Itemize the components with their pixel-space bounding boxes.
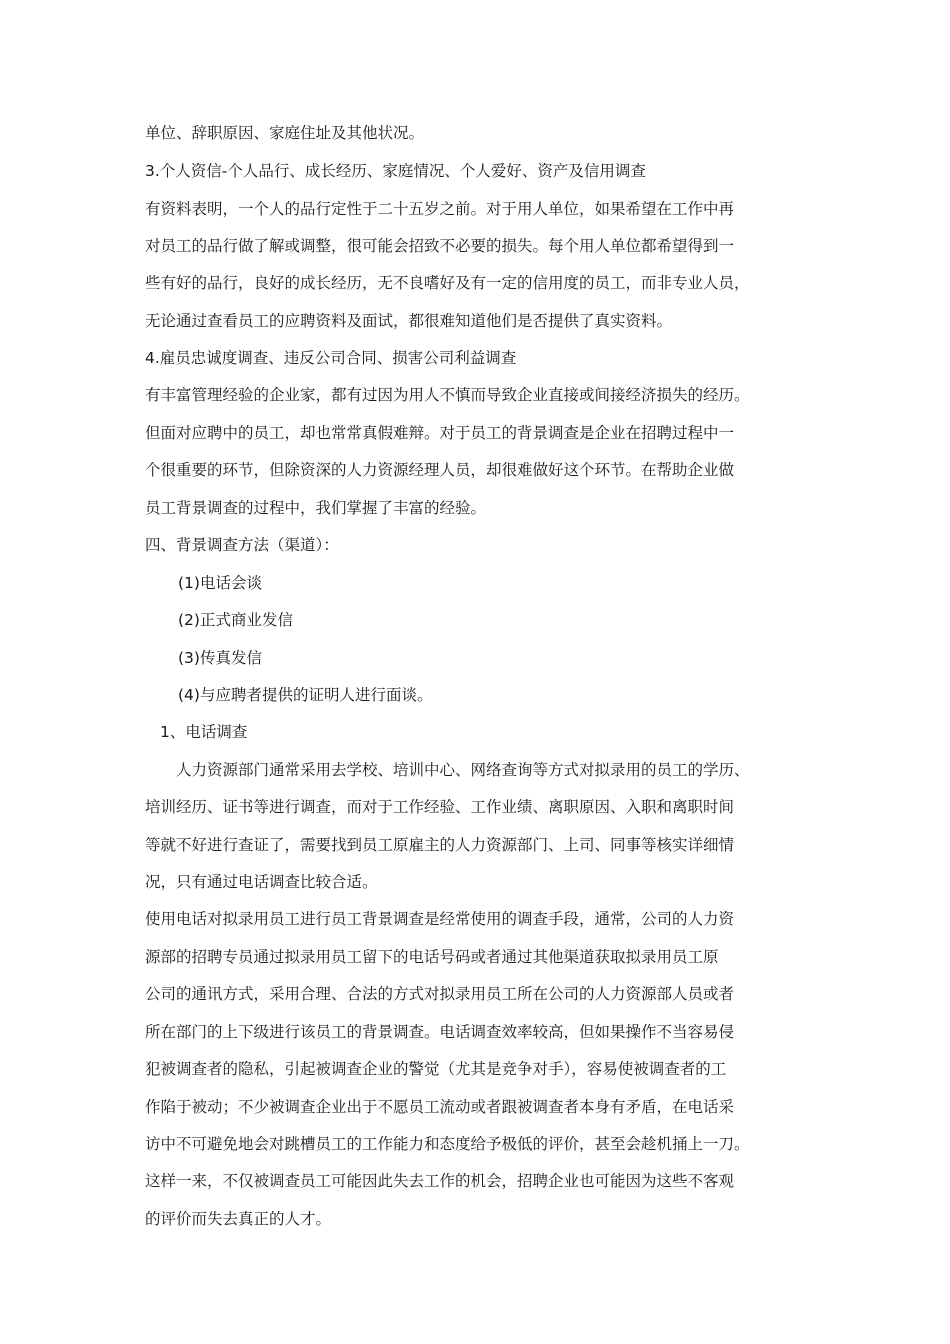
text-line: 公司的通讯方式，采用合理、合法的方式对拟录用员工所在公司的人力资源部人员或者 [145,985,735,1003]
section-heading: 4.雇员忠诚度调查、违反公司合同、损害公司利益调查 [145,349,517,367]
text-line: 但面对应聘中的员工，却也常常真假难辩。对于员工的背景调查是企业在招聘过程中一 [145,424,735,442]
section-heading: 四、背景调查方法（渠道）： [145,536,339,554]
text-line: 有丰富管理经验的企业家，都有过因为用人不慎而导致企业直接或间接经济损失的经历。 [145,386,750,404]
text-line: 所在部门的上下级进行该员工的背景调查。电话调查效率较高，但如果操作不当容易侵 [145,1023,735,1041]
text-line: 使用电话对拟录用员工进行员工背景调查是经常使用的调查手段，通常，公司的人力资 [145,910,735,928]
text-line: 个很重要的环节，但除资深的人力资源经理人员，却很难做好这个环节。在帮助企业做 [145,461,735,479]
text-line: 有资料表明，一个人的品行定性于二十五岁之前。对于用人单位，如果希望在工作中再 [145,200,735,218]
text-line: 无论通过查看员工的应聘资料及面试，都很难知道他们是否提供了真实资料。 [145,312,673,330]
text-line: 访中不可避免地会对跳槽员工的工作能力和态度给予极低的评价，甚至会趁机捅上一刀。 [145,1135,750,1153]
list-item: (4)与应聘者提供的证明人进行面谈。 [178,686,433,704]
text-line: 单位、辞职原因、家庭住址及其他状况。 [145,124,425,142]
list-item: (1)电话会谈 [178,574,262,592]
text-line: 源部的招聘专员通过拟录用员工留下的电话号码或者通过其他渠道获取拟录用员工原 [145,948,719,966]
text-line: 这样一来，不仅被调查员工可能因此失去工作的机会，招聘企业也可能因为这些不客观 [145,1172,735,1190]
text-line: 人力资源部门通常采用去学校、培训中心、网络查询等方式对拟录用的员工的学历、 [176,761,750,779]
text-line: 况，只有通过电话调查比较合适。 [145,873,378,891]
text-line: 些有好的品行，良好的成长经历，无不良嗜好及有一定的信用度的员工，而非专业人员， [145,274,750,292]
text-line: 培训经历、证书等进行调查，而对于工作经验、工作业绩、离职原因、入职和离职时间 [145,798,735,816]
list-item: (3)传真发信 [178,649,262,667]
text-line: 的评价而失去真正的人才。 [145,1210,332,1228]
text-line: 犯被调查者的隐私，引起被调查企业的警觉（尤其是竞争对手），容易使被调查者的工 [145,1060,727,1078]
list-item: (2)正式商业发信 [178,611,293,629]
text-line: 对员工的品行做了解或调整，很可能会招致不必要的损失。每个用人单位都希望得到一 [145,237,735,255]
subsection-heading: 1、电话调查 [160,723,248,741]
section-heading: 3.个人资信-个人品行、成长经历、家庭情况、个人爱好、资产及信用调查 [145,162,646,180]
text-line: 等就不好进行查证了，需要找到员工原雇主的人力资源部门、上司、同事等核实详细情 [145,836,735,854]
text-line: 作陷于被动；不少被调查企业出于不愿员工流动或者跟被调查者本身有矛盾，在电话采 [145,1098,735,1116]
text-line: 员工背景调查的过程中，我们掌握了丰富的经验。 [145,499,487,517]
